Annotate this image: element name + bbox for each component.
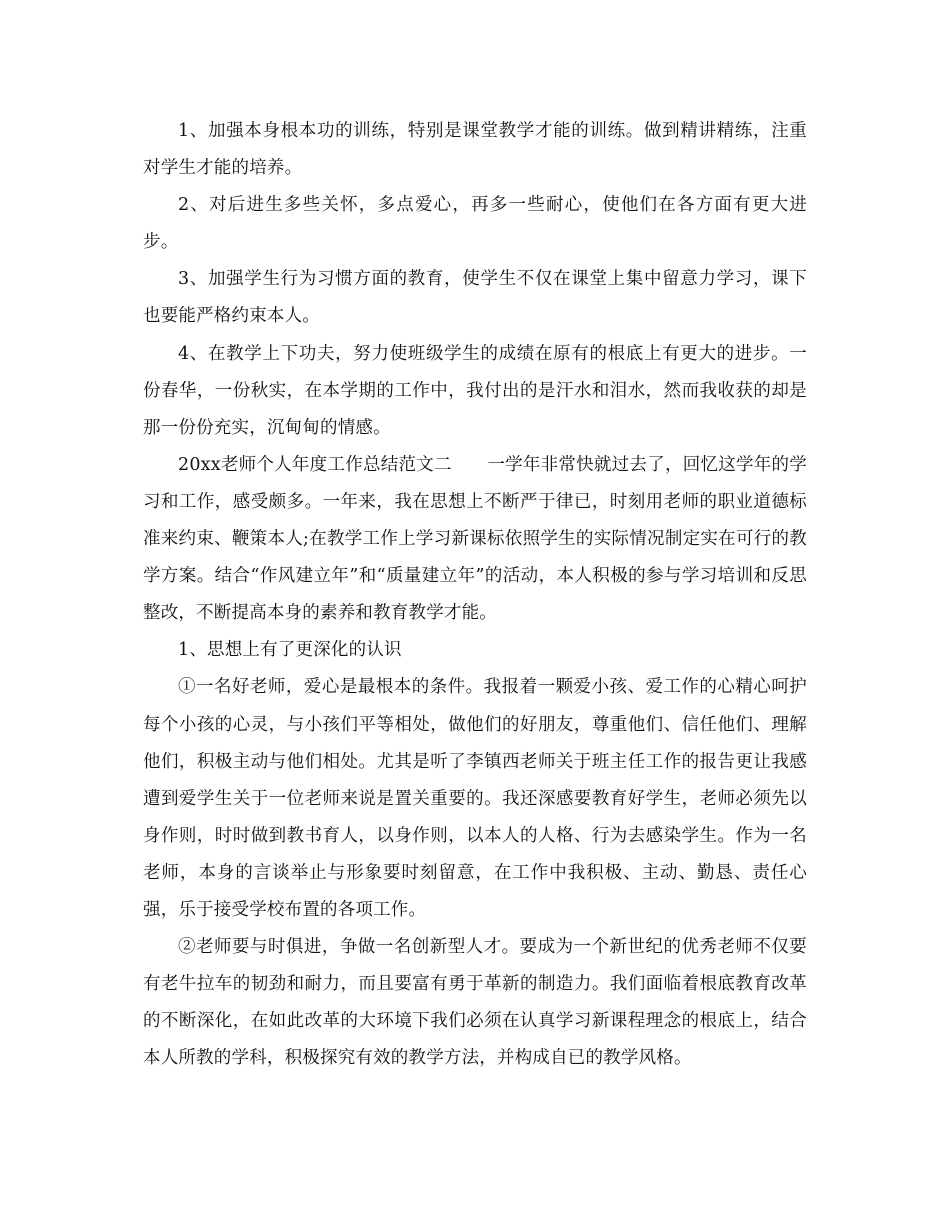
paragraph-5: 20xx老师个人年度工作总结范文二 一学年非常快就过去了，回忆这学年的学习和工作，感受颇多。一年来，我在思想上不断严于律已，时刻用老师的职业道德标准来约束、鞭策本人;在教学工作上学习新课标依照学生的实际情况制定实在可行的教学方案。结合“作风建立年”和“质量建立年”的活动，本人积极的参与学习培训和反思整改，不断提高本身的素养和教育教学才能。: [143, 454, 807, 624]
paragraph-2: 2、对后进生多些关怀，多点爱心，再多一些耐心，使他们在各方面有更大进步。: [143, 195, 807, 253]
paragraph-3: 3、加强学生行为习惯方面的教育，使学生不仅在课堂上集中留意力学习，课下也要能严格约束本人。: [143, 269, 807, 327]
paragraph-1: 1、加强本身根本功的训练，特别是课堂教学才能的训练。做到精讲精练，注重对学生才能的培养。: [143, 121, 807, 179]
paragraph-6: 1、思想上有了更深化的认识: [178, 640, 402, 661]
document-body: [143, 113, 807, 1077]
paragraph-8: ②老师要与时俱进，争做一名创新型人才。要成为一个新世纪的优秀老师不仅要有老牛拉车的韧劲和耐力，而且要富有勇于革新的制造力。我们面临着根底教育改革的不断深化，在如此改革的大环境下我们必须在认真学习新课程理念的根底上，结合本人所教的学科，积极探究有效的教学方法，并构成自已的教学风格。: [143, 937, 807, 1069]
paragraph-7: ①一名好老师，爱心是最根本的条件。我报着一颗爱小孩、爱工作的心精心呵护每个小孩的心灵，与小孩们平等相处，做他们的好朋友，尊重他们、信任他们、理解他们，积极主动与他们相处。尤其是听了李镇西老师关于班主任工作的报告更让我感遭到爱学生关于一位老师来说是置关重要的。我还深感要教育好学生，老师必须先以身作则，时时做到教书育人，以身作则，以本人的人格、行为去感染学生。作为一名老师，本身的言谈举止与形象要时刻留意，在工作中我积极、主动、勤恳、责任心强，乐于接受学校布置的各项工作。: [143, 677, 807, 920]
paragraph-4: 4、在教学上下功夫，努力使班级学生的成绩在原有的根底上有更大的进步。一份春华，一份秋实，在本学期的工作中，我付出的是汗水和泪水，然而我收获的却是那一份份充实，沉甸甸的情感。: [143, 343, 807, 438]
